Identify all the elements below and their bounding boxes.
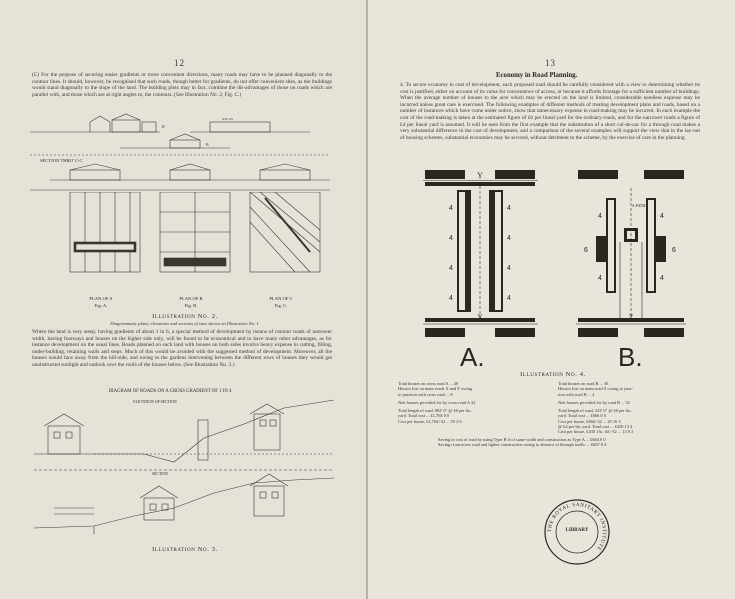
svg-text:4: 4 — [449, 295, 453, 302]
right-page — [368, 0, 735, 599]
plan-label-z: Z — [628, 313, 634, 322]
svg-text:4: 4 — [598, 275, 602, 282]
cross-section-diagram — [34, 398, 334, 538]
big-letter-b: B. — [618, 342, 643, 372]
savings — [438, 437, 708, 448]
plan-b-label: PLAN OF B — [179, 296, 203, 301]
diagram-title: DIAGRAM OF ROADS ON A CROSS GRADIENT OF 1 IN 4 — [108, 389, 232, 394]
stats-a-line: Nett houses provided for by cross road A 32 — [398, 399, 476, 405]
section-top-label: ELEVATION OF SECTION — [133, 400, 177, 404]
stamp-center: LIBRARY — [565, 528, 589, 533]
paragraph-c: (C) For the purpose of securing easier gradients or more convenient directions, many roads may have to be planned diagonally to the contour lines. It should, however, be recognised that such roads, though better for gradients, do not offer convenient sites, as the buildings would stand diagonally to the slope of the land. The building plots may in fact, combine the dis-advantages of those on roads which are parallel with, and those which are at right angles to, the contours. (See Illustration No. 2, Fig. C.) — [32, 72, 332, 98]
plan-a-label: PLAN OF A — [89, 296, 113, 301]
stats-a-line: yard. Total cost ... £1,764 0 0 — [398, 413, 450, 419]
stats-b — [558, 381, 708, 435]
svg-text:4: 4 — [507, 295, 511, 302]
svg-text:B: B — [162, 124, 165, 129]
stats-b-line: tion with road B ... 4 — [558, 391, 595, 397]
left-page-number: 12 — [174, 58, 185, 68]
svg-text:4: 4 — [449, 235, 453, 242]
svg-text:4: 4 — [507, 265, 511, 272]
svg-text:4: 4 — [449, 265, 453, 272]
big-letter-a: A. — [460, 342, 485, 372]
stats-b-line: Cost per house, £430 13s. 4d.÷32 ... 13 9 2 — [558, 429, 634, 435]
svg-text:4: 4 — [507, 235, 511, 242]
plan-label-x: X — [477, 313, 483, 322]
illustration-3-caption: Illustration No. 3. — [152, 546, 218, 553]
left-page — [0, 0, 367, 599]
stats-a-line: Total length of road, 882' 0" @ £6 per lin. — [398, 408, 472, 414]
plan-label-y: Y — [477, 171, 483, 180]
svg-text:4: 4 — [449, 205, 453, 212]
section-heading: Economy in Road Planning. — [496, 72, 578, 79]
stats-b-line: Total houses on road B ... 36 — [558, 381, 609, 386]
right-page-number: 13 — [545, 58, 556, 68]
stats-a-line: Houses lost on main roads X and Y owing — [398, 386, 473, 392]
paragraph-steep: Where the land is very steep, having gradients of about 1 in 6, a special method of development by means of contour roads of narrower width, having footways and houses on the higher side only, will be found to be economical and to have many other advantages, as for instance development on the usual lines. Roads planned on such land with houses on both sides involve heavy expense in cutting, filling, under-building, retaining walls and steps. Much of this would be avoided with the suggested method of development. Moreover, all the houses would face away from the hill-side, and owing to the gardens intervening between the different rows of houses they would get unobstructed sunlight and outlook over the roofs of the houses below. (See Illustration No. 3.) — [32, 329, 332, 368]
plan-label-path: A.PATH. — [631, 203, 647, 208]
plan-figures — [60, 192, 330, 282]
stats-a-line: Cost per house, £1,764÷32 ... 55 2 6 — [398, 418, 462, 424]
svg-text:4: 4 — [660, 213, 664, 220]
stats-b-line: Houses lost on main road Z owing to junc- — [558, 386, 634, 392]
svg-text:4: 4 — [660, 275, 664, 282]
stats-a — [398, 381, 548, 424]
plan-c-label: PLAN OF C — [269, 296, 293, 301]
saving-line: Saving if narrower road and lighter construction owing to absence of through traffic ... £667 8 4 — [438, 442, 607, 448]
elevation-drawings — [30, 110, 340, 200]
svg-text:4: 4 — [598, 213, 602, 220]
svg-text:6: 6 — [672, 247, 676, 254]
section-mid-label: SECTION — [151, 472, 169, 476]
saving-line: Saving in cost of road by using Type B if of same width and construction as Type A ... £684 0 0 — [438, 437, 606, 442]
fig-a-label: Fig. A. — [94, 303, 108, 308]
svg-text:6: 6 — [584, 247, 588, 254]
svg-text:THE ROYAL SANITARY INSTITUTE: THE ROYAL SANITARY INSTITUTE — [546, 501, 608, 552]
illustration-2-caption: Illustration No. 2. — [152, 313, 218, 320]
fig-b-label: Fig. B. — [184, 303, 198, 308]
stats-a-line: Total houses on cross road A ... 40 — [398, 381, 459, 386]
stats-b-line: Nett houses provided for by road B ... 32 — [558, 399, 630, 405]
stats-a-line: to junction with cross road ... 8 — [398, 391, 453, 397]
fig-c-label: Fig. C. — [274, 303, 288, 308]
paragraph-4: 4. To secure economy in cost of development, each proposed road should be carefully considered with a view to determining whether its cost is justified, either on account of its value for convenience of access, or because it affords frontage for a sufficient number of buildings. When the average number of houses to the acre which may be erected on the land is limited, considerable needless expense may be incurred unless great care is exercised. The following examples of different methods of treating development plans and roads, based on a number of instances which have come under notice, show that unnecessary expense in road-making may be incurred. In each example the cost of the road-making is taken at the estimated figure of £6 per lineal yard for the ordinary roads, and for the narrower roads a figure of £4 per lineal yard is assumed. It will be seen from the first example that the substitution of a short cul-de-sac for a through road makes a very substantial difference in the cost of development, and a comparison of the several examples will support the view that in the lay-out of housing schemes, substantial economies may be secured, without detriment to the scheme, by the exercise of care in the planning. — [400, 82, 700, 141]
stats-b-line: yard. Total cost ... £666 0 0 — [558, 413, 606, 419]
stats-b-line: Cost per house, £666÷32 ... 20 16 3 — [558, 418, 621, 424]
illustration-2-subcaption: Diagrammatic plans, elevations and sections of sites shown on Illustration No. 1. — [110, 321, 260, 326]
stats-b-line: @ £4 per lin. yard. Total cost ... £430 13 4 — [558, 424, 633, 430]
svg-text:4: 4 — [507, 205, 511, 212]
section-label: SECTION THRO' C-C — [40, 158, 83, 163]
svg-text:B: B — [206, 142, 209, 147]
stats-b-line: Total length of road, 333' 0" @ £6 per lin. — [558, 408, 632, 414]
illustration-4-caption: Illustration No. 4. — [520, 371, 586, 378]
svg-text:ATLAS: ATLAS — [222, 117, 233, 121]
